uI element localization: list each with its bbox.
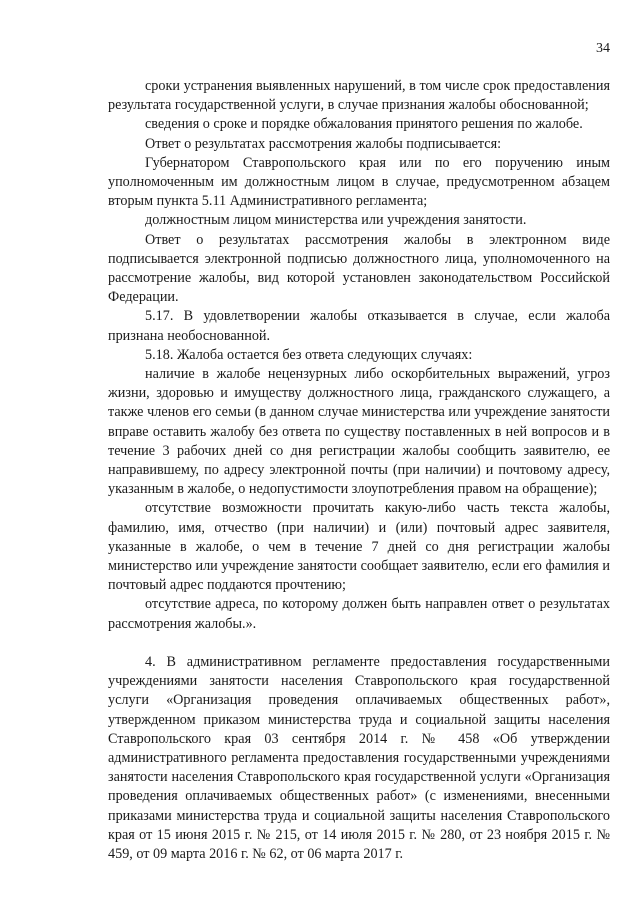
page-number: 34 (596, 41, 610, 56)
paragraph-3: Ответ о результатах рассмотрения жалобы подписывается: (145, 135, 502, 152)
paragraph-2: сведения о сроке и порядке обжалования принятого решения по жалобе. (145, 116, 583, 133)
paragraph-6: Ответ о результатах рассмотрения жалобы в электронном виде подписывается электронной подписью должностного лица, уполномоченного на рассмотрение жалобы, вид которой установлен законодательством Российской Федерации. (108, 231, 610, 306)
paragraph-7: 5.17. В удовлетворении жалобы отказывается в случае, если жалоба признана необоснованной. (108, 308, 610, 344)
paragraph-12: 4. В административном регламенте предоставления государственными учреждениями занятости населения Ставропольского края государственной услуги «Организация проведения оплачиваемых общественных работ», утвержденном приказом министерства труда и социальной защиты населения Ставропольского края 03 сентября 2014 г. № 458 «Об утверждении административного регламента предоставления государственными учреждениями занятости населения Ставропольского края государственной услуги «Организация проведения оплачиваемых общественных работ» (с изменениями, внесенными приказами министерства труда и социальной защиты населения Ставропольского края от 15 июня 2015 г. № 215, от 14 июля 2015 г. № 280, от 23 ноября 2015 г. № 459, от 09 марта 2016 г. № 62, от 06 марта 2017 г. (108, 653, 610, 862)
paragraph-1: сроки устранения выявленных нарушений, в том числе срок предоставления результата государственной услуги, в случае признания жалобы обоснованной; (108, 78, 610, 114)
paragraph-11: отсутствие адреса, по которому должен быть направлен ответ о результатах рассмотрения жалобы.». (108, 596, 610, 632)
paragraph-5: должностным лицом министерства или учреждения занятости. (145, 212, 527, 229)
document-body (108, 77, 610, 864)
paragraph-8: 5.18. Жалоба остается без ответа следующих случаях: (145, 346, 473, 363)
paragraph-9: наличие в жалобе нецензурных либо оскорбительных выражений, угроз жизни, здоровью и имуществу должностного лица, гражданского служащего, а также членов его семьи (в данном случае министерства или учреждение занятости вправе оставить жалобу без ответа по существу поставленных в ней вопросов и в течение 3 рабочих дней со дня регистрации жалобы сообщить заявителю, ее направившему, по адресу электронной почты (при наличии) и почтовому адресу, указанным в жалобе, о недопустимости злоупотребления правом на обращение); (108, 366, 610, 498)
paragraph-4: Губернатором Ставропольского края или по его поручению иным уполномоченным им должностным лицом в случае, предусмотренном абзацем вторым пункта 5.11 Административного регламента; (108, 154, 610, 210)
paragraph-10: отсутствие возможности прочитать какую-либо часть текста жалобы, фамилию, имя, отчество (при наличии) и (или) почтовый адрес заявителя, указанные в жалобе, о чем в течение 7 дней со дня регистрации жалобы министерство или учреждение занятости сообщает заявителю, если его фамилия и почтовый адрес поддаются прочтению; (108, 500, 610, 594)
